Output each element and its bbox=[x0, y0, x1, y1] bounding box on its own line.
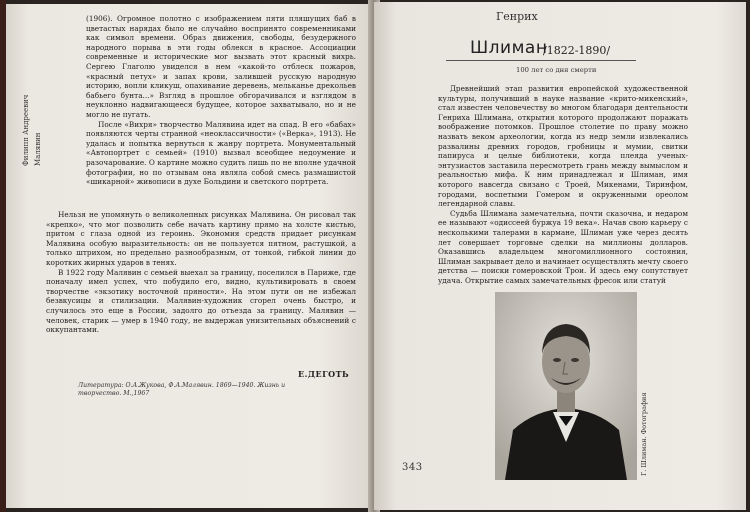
right-text-column bbox=[438, 84, 688, 285]
article-years: /1822-1890/ bbox=[543, 44, 611, 57]
title-rule bbox=[446, 60, 636, 61]
author-signature: Е.ДЕГОТЬ bbox=[298, 369, 350, 379]
page-number: 343 bbox=[402, 462, 423, 473]
paragraph: После «Вихря» творчество Малявина идет на спад. В его «бабах» появляются черты странной «неоклассичности» («Верка», 1913). Не удалась и попытка вернуться к жанру портрета. Монументальный «Автопортрет с семьей» (1910) вызвал всеобщее недоумение и разочарование. О картине можно судить лишь по не вполне удачной фотографии, но по отзывам она являла собой смесь размашистой «шикарной» живописи в духе Больдини и светского портрета. bbox=[86, 119, 356, 187]
side-title-line-1: Филипп Андреевич bbox=[22, 94, 30, 166]
article-subtitle: 100 лет со дня смерти bbox=[516, 66, 597, 74]
paragraph: Нельзя не упомянуть о великолепных рисунках Малявина. Он рисовал так «крепко», что мог позволить себе начать картину прямо на холсте кистью, притом с глаза одной из героинь. Экономия средств придает рисункам Малявина особую выразительность: он не пользуется пятном, растушкой, а только штрихом, но предельно разнообразным, от тонкой, гибкой линии до коротких жирных ударов в тенях. bbox=[46, 210, 356, 267]
schliemann-portrait-photo bbox=[495, 292, 637, 480]
side-title-line-2: Малявин bbox=[34, 132, 42, 166]
portrait-illustration bbox=[495, 292, 637, 480]
vertical-running-title bbox=[14, 26, 58, 176]
photo-caption: Г. Шлиман. Фотография bbox=[640, 392, 648, 476]
article-title: Шлиман bbox=[470, 38, 548, 58]
paragraph: Судьба Шлимана замечательна, почти сказочна, и недаром ее называют «одиссеей буржуа 19 века». Начав свою карьеру с несколькими талерами в кармане, Шлиман уже через десять лет совершает торговые сделки на миллионы долларов. Оказавшись владельцем многомиллионного состояния, Шлиман закрывает дело и начинает осуществлять мечту своего детства — поиски гомеровской Трои. И здесь ему сопутствует удача. Открытие самых замечательных фресок или статуй bbox=[438, 208, 688, 285]
paragraph: Древнейший этап развития европейской художественной культуры, получивший в науке название «крито-микенский», стал известен человечеству во многом благодаря деятельности Генриха Шлимана, открытия которого продолжают поражать воображение потомков. Прошлое столетие по праву можно назвать веком археологии, когда из недр земли извлекались развалины древних городов, гробницы и мумии, свитки папируса и целые библиотеки, когда плеяда ученых-энтузиастов заставила пересмотреть грань между вымыслом и реальностью мифа. К ним принадлежал и Шлиман, имя которого навсегда связано с Троей, Микенами, Тиринфом, городами, воспетыми Гомером и окруженными ореолом легендарной славы. bbox=[438, 84, 688, 209]
literature-note: Литература: О.А.Жукова, Ф.А.Малявин. 1869—1940. Жизнь и творчество. М.,1967 bbox=[78, 382, 286, 397]
article-first-name: Генрих bbox=[496, 10, 538, 23]
paragraph: (1906). Огромное полотно с изображением пяти пляшущих баб в цветастых нарядах было не случайно воспринято современниками как символ времени. Образ движения, свободы, безудержного народного порыва в эти годы облекся в красное. Ассоциации современные и исторические мог вызвать этот красный вихрь. Сергею Глаголю увиделся в нем «какой-то отблеск пожаров, «красный петух» и запах крови, залившей русскую народную историю, вопли кликуш, опахивание деревень, мельканье дрекольев бабьего бунта...» Взгляд в прошлое обгорачивался и взглядом в неуклонно надвигающееся будущее, которое захватывало, но и не могло не пугать. bbox=[86, 14, 356, 119]
paragraph: В 1922 году Малявин с семьей выехал за границу, поселился в Париже, где поначалу имел успех, что побудило его, видно, культивировать в своем творчестве «экзотику восточной пряности». На этом пути он не избежал безвкусицы и стилизации. Малявин-художник сгорел очень быстро, и случилось это еще в России, задолго до отъезда за границу. Малявин — человек, старик — умер в 1940 году, не выдержав унизительных объяснений с оккупантами. bbox=[46, 267, 356, 335]
left-text-column-lower bbox=[46, 210, 356, 335]
left-page bbox=[6, 4, 374, 508]
left-text-column bbox=[86, 14, 356, 187]
